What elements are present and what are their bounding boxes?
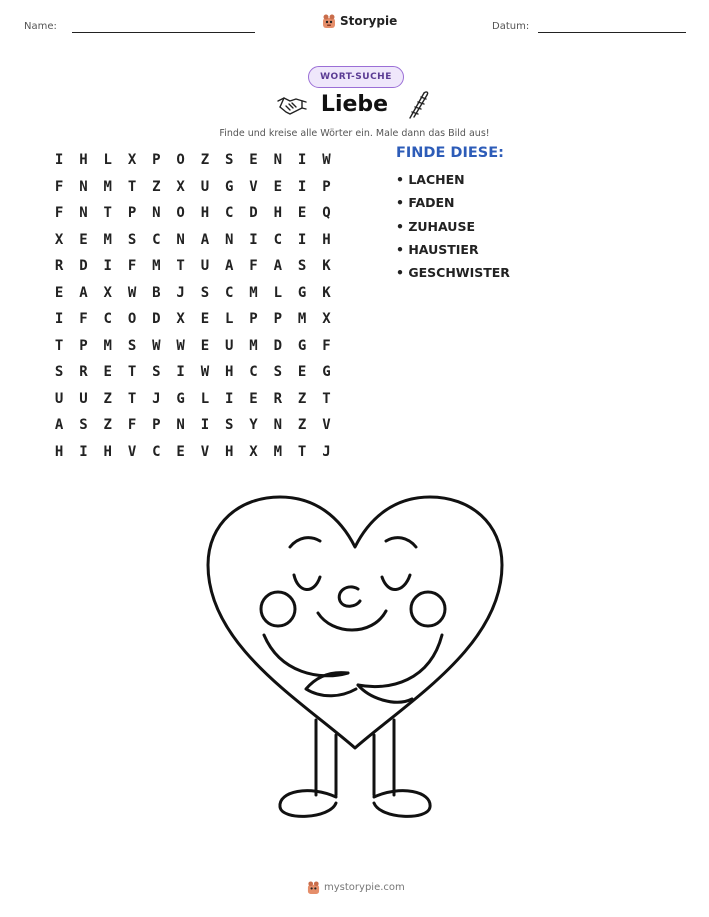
grid-letter[interactable]: L (225, 311, 234, 328)
grid-letter[interactable]: Z (297, 417, 307, 434)
grid-letter[interactable]: M (103, 231, 112, 248)
grid-letter[interactable]: V (127, 443, 137, 460)
grid-letter[interactable]: W (200, 364, 210, 381)
grid-letter[interactable]: J (322, 443, 331, 460)
grid-letter[interactable]: M (273, 443, 283, 460)
grid-row (47, 439, 339, 466)
grid-letter[interactable]: L (103, 152, 112, 169)
grid-letter[interactable]: F (54, 205, 64, 222)
grid-letter[interactable]: X (103, 284, 112, 301)
grid-letter[interactable]: N (152, 205, 161, 222)
grid-letter[interactable]: S (127, 231, 137, 248)
grid-letter[interactable]: F (127, 258, 137, 275)
grid-letter[interactable]: I (176, 364, 185, 381)
grid-letter[interactable]: U (200, 258, 210, 275)
grid-letter[interactable]: N (79, 178, 88, 195)
grid-letter[interactable]: S (79, 417, 88, 434)
grid-letter[interactable]: I (297, 178, 307, 195)
grid-letter[interactable]: S (54, 364, 64, 381)
grid-letter[interactable]: C (225, 284, 234, 301)
grid-letter[interactable]: R (79, 364, 88, 381)
word-list (396, 172, 510, 288)
grid-letter[interactable]: I (54, 152, 64, 169)
grid-letter[interactable]: V (322, 417, 331, 434)
grid-letter[interactable]: E (54, 284, 64, 301)
grid-row (47, 147, 339, 174)
grid-letter[interactable]: E (176, 443, 185, 460)
grid-letter[interactable]: P (152, 417, 161, 434)
grid-letter[interactable]: N (273, 417, 283, 434)
grid-letter[interactable]: Q (322, 205, 331, 222)
footer (307, 880, 405, 895)
grid-letter[interactable]: E (297, 205, 307, 222)
grid-letter[interactable]: K (322, 284, 331, 301)
grid-row (47, 280, 339, 307)
page-title: Liebe (320, 92, 389, 117)
grid-letter[interactable]: R (54, 258, 64, 275)
grid-letter[interactable]: M (297, 311, 307, 328)
grid-row (47, 333, 339, 360)
grid-letter[interactable]: S (225, 417, 234, 434)
grid-row (47, 253, 339, 280)
instructions: Finde und kreise alle Wörter ein. Male dann das Bild aus! (219, 128, 490, 139)
grid-letter[interactable]: T (127, 390, 137, 407)
grid-letter[interactable]: H (54, 443, 64, 460)
storypie-logo-icon (307, 880, 320, 895)
grid-letter[interactable]: N (79, 205, 88, 222)
grid-letter[interactable]: Z (200, 152, 210, 169)
grid-letter[interactable]: M (103, 337, 112, 354)
grid-letter[interactable]: L (273, 284, 283, 301)
grid-letter[interactable]: G (322, 364, 331, 381)
grid-letter[interactable]: A (273, 258, 283, 275)
grid-letter[interactable]: W (152, 337, 161, 354)
grid-letter[interactable]: N (176, 417, 185, 434)
grid-letter[interactable]: K (322, 258, 331, 275)
grid-letter[interactable]: H (225, 364, 234, 381)
grid-row (47, 359, 339, 386)
grid-letter[interactable]: D (152, 311, 161, 328)
grid-letter[interactable]: H (273, 205, 283, 222)
grid-letter[interactable]: P (273, 311, 283, 328)
grid-letter[interactable]: U (54, 390, 64, 407)
grid-letter[interactable]: H (200, 205, 210, 222)
grid-letter[interactable]: P (79, 337, 88, 354)
grid-letter[interactable]: G (297, 337, 307, 354)
grid-letter[interactable]: T (322, 390, 331, 407)
grid-letter[interactable]: V (200, 443, 210, 460)
grid-letter[interactable]: I (225, 390, 234, 407)
name-line[interactable] (72, 32, 255, 33)
grid-letter[interactable]: E (273, 178, 283, 195)
grid-letter[interactable]: D (249, 205, 258, 222)
grid-letter[interactable]: F (79, 311, 88, 328)
grid-letter[interactable]: W (127, 284, 137, 301)
grid-letter[interactable]: I (54, 311, 64, 328)
grid-letter[interactable]: H (322, 231, 331, 248)
grid-row (47, 227, 339, 254)
grid-letter[interactable]: O (176, 205, 185, 222)
grid-letter[interactable]: D (79, 258, 88, 275)
storypie-logo-icon (322, 13, 336, 29)
hugging-heart-illustration[interactable] (190, 485, 520, 835)
grid-letter[interactable]: C (273, 231, 283, 248)
letter-grid[interactable] (47, 147, 339, 465)
grid-letter[interactable]: T (127, 364, 137, 381)
word-item: • FADEN (396, 195, 455, 211)
grid-letter[interactable]: Z (152, 178, 161, 195)
grid-letter[interactable]: S (200, 284, 210, 301)
word-list-title: FINDE DIESE: (396, 145, 504, 161)
grid-letter[interactable]: O (127, 311, 137, 328)
grid-letter[interactable]: X (176, 178, 185, 195)
grid-letter[interactable]: B (152, 284, 161, 301)
grid-letter[interactable]: Z (103, 417, 112, 434)
grid-letter[interactable]: F (249, 258, 258, 275)
footer-url[interactable]: mystorypie.com (324, 882, 405, 893)
grid-letter[interactable]: G (297, 284, 307, 301)
grid-letter[interactable]: I (249, 231, 258, 248)
grid-letter[interactable]: M (152, 258, 161, 275)
grid-letter[interactable]: C (103, 311, 112, 328)
grid-letter[interactable]: X (54, 231, 64, 248)
grid-letter[interactable]: J (176, 284, 185, 301)
grid-letter[interactable]: G (225, 178, 234, 195)
grid-letter[interactable]: F (322, 337, 331, 354)
grid-letter[interactable]: X (249, 443, 258, 460)
grid-letter[interactable]: P (322, 178, 331, 195)
grid-letter[interactable]: U (200, 178, 210, 195)
word-item: • ZUHAUSE (396, 218, 475, 234)
grid-letter[interactable]: E (200, 337, 210, 354)
grid-letter[interactable]: E (200, 311, 210, 328)
grid-letter[interactable]: U (79, 390, 88, 407)
grid-letter[interactable]: P (127, 205, 137, 222)
grid-letter[interactable]: A (79, 284, 88, 301)
grid-letter[interactable]: Y (249, 417, 258, 434)
grid-letter[interactable]: O (176, 152, 185, 169)
grid-letter[interactable]: T (297, 443, 307, 460)
grid-letter[interactable]: F (127, 417, 137, 434)
grid-letter[interactable]: T (176, 258, 185, 275)
grid-letter[interactable]: S (152, 364, 161, 381)
grid-letter[interactable]: E (103, 364, 112, 381)
grid-letter[interactable]: C (152, 231, 161, 248)
grid-letter[interactable]: I (79, 443, 88, 460)
grid-letter[interactable]: S (273, 364, 283, 381)
grid-letter[interactable]: N (225, 231, 234, 248)
word-item: • GESCHWISTER (396, 265, 510, 281)
grid-letter[interactable]: I (297, 152, 307, 169)
grid-letter[interactable]: I (103, 258, 112, 275)
grid-letter[interactable]: E (249, 390, 258, 407)
puzzle-type-badge: WORT-SUCHE (308, 66, 404, 88)
grid-letter[interactable]: A (225, 258, 234, 275)
grid-letter[interactable]: M (249, 337, 258, 354)
grid-letter[interactable]: W (176, 337, 185, 354)
grid-letter[interactable]: V (249, 178, 258, 195)
grid-letter[interactable]: F (54, 178, 64, 195)
grid-letter[interactable]: C (152, 443, 161, 460)
grid-letter[interactable]: T (54, 337, 64, 354)
grid-letter[interactable]: T (103, 205, 112, 222)
grid-letter[interactable]: N (273, 152, 283, 169)
grid-letter[interactable]: X (322, 311, 331, 328)
brand-name: Storypie (340, 14, 398, 28)
grid-letter[interactable]: M (249, 284, 258, 301)
grid-letter[interactable]: C (225, 205, 234, 222)
grid-letter[interactable]: Z (297, 390, 307, 407)
grid-letter[interactable]: W (322, 152, 331, 169)
grid-letter[interactable]: X (127, 152, 137, 169)
grid-letter[interactable]: S (127, 337, 137, 354)
grid-letter[interactable]: T (127, 178, 137, 195)
name-label: Name: (24, 21, 57, 32)
word-item: • HAUSTIER (396, 241, 479, 257)
brand (322, 13, 397, 29)
grid-letter[interactable]: S (225, 152, 234, 169)
grid-letter[interactable]: P (152, 152, 161, 169)
grid-letter[interactable]: I (200, 417, 210, 434)
grid-row (47, 412, 339, 439)
grid-row (47, 174, 339, 201)
grid-letter[interactable]: G (176, 390, 185, 407)
grid-row (47, 200, 339, 227)
grid-letter[interactable]: E (249, 152, 258, 169)
grid-letter[interactable]: J (152, 390, 161, 407)
grid-letter[interactable]: N (176, 231, 185, 248)
grid-letter[interactable]: E (297, 364, 307, 381)
date-line[interactable] (538, 32, 686, 33)
grid-letter[interactable]: U (225, 337, 234, 354)
grid-row (47, 306, 339, 333)
grid-letter[interactable]: A (54, 417, 64, 434)
grid-letter[interactable]: Z (103, 390, 112, 407)
grid-letter[interactable]: S (297, 258, 307, 275)
grid-letter[interactable]: X (176, 311, 185, 328)
grid-letter[interactable]: H (79, 152, 88, 169)
grid-letter[interactable]: H (225, 443, 234, 460)
grid-letter[interactable]: C (249, 364, 258, 381)
grid-letter[interactable]: P (249, 311, 258, 328)
grid-letter[interactable]: H (103, 443, 112, 460)
word-item: • LACHEN (396, 172, 465, 187)
grid-letter[interactable]: E (79, 231, 88, 248)
grid-letter[interactable]: L (200, 390, 210, 407)
date-label: Datum: (492, 21, 530, 32)
grid-letter[interactable]: M (103, 178, 112, 195)
grid-letter[interactable]: D (273, 337, 283, 354)
grid-letter[interactable]: R (273, 390, 283, 407)
yarn-thread-icon (404, 90, 430, 120)
grid-letter[interactable]: A (200, 231, 210, 248)
grid-row (47, 386, 339, 413)
grid-letter[interactable]: I (297, 231, 307, 248)
